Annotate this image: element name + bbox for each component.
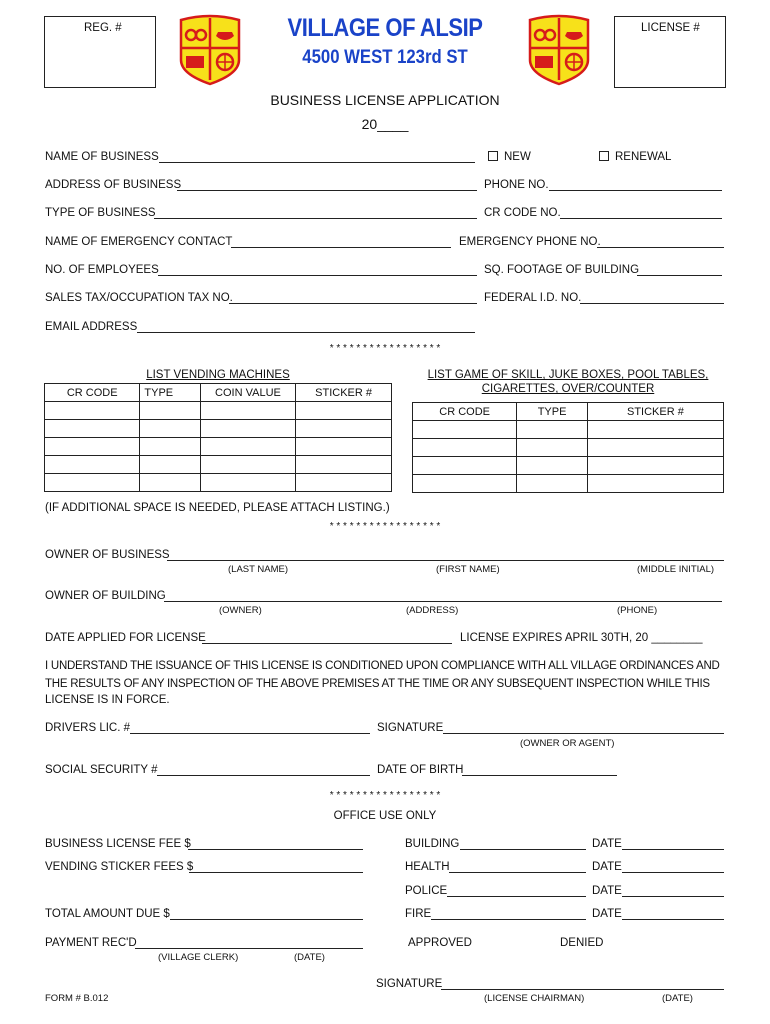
games-table xyxy=(412,402,724,493)
date-applied-label: DATE APPLIED FOR LICENSE xyxy=(45,632,206,644)
separator: * * * * * * * * * * * * * * * * * xyxy=(329,521,441,532)
payment-recd-field[interactable] xyxy=(135,948,363,949)
drivers-lic-field[interactable] xyxy=(130,733,370,734)
name-of-business-label: NAME OF BUSINESS xyxy=(45,151,159,163)
renewal-checkbox[interactable]: RENEWAL xyxy=(599,151,671,163)
village-address: 4500 WEST 123rd ST xyxy=(302,47,468,68)
fire-date-label: DATE xyxy=(592,908,622,920)
drivers-lic-label: DRIVERS LIC. # xyxy=(45,722,130,734)
emergency-phone-field[interactable] xyxy=(597,247,724,248)
chairman-signature-field[interactable] xyxy=(441,989,724,990)
type-of-business-label: TYPE OF BUSINESS xyxy=(45,207,156,219)
new-checkbox[interactable]: NEW xyxy=(488,151,531,163)
health-field[interactable] xyxy=(449,872,586,873)
table-row[interactable] xyxy=(45,402,392,420)
table-row[interactable] xyxy=(413,475,724,493)
emergency-contact-field[interactable] xyxy=(231,247,451,248)
last-name-caption: (LAST NAME) xyxy=(228,564,289,575)
first-name-caption: (FIRST NAME) xyxy=(436,564,500,575)
owner-or-agent-caption: (OWNER OR AGENT) xyxy=(520,738,615,749)
column-header: CR CODE xyxy=(413,403,517,421)
village-clerk-caption: (VILLAGE CLERK) xyxy=(158,952,239,963)
health-date-field[interactable] xyxy=(622,872,724,873)
column-header: TYPE xyxy=(517,403,588,421)
cr-code-no-field[interactable] xyxy=(560,218,722,219)
email-field[interactable] xyxy=(137,332,475,333)
police-field[interactable] xyxy=(447,896,586,897)
police-label: POLICE xyxy=(405,885,448,897)
column-header: TYPE xyxy=(140,384,200,402)
total-due-field[interactable] xyxy=(170,919,363,920)
police-date-label: DATE xyxy=(592,885,622,897)
table-header-row xyxy=(413,403,724,421)
license-expires-label: LICENSE EXPIRES APRIL 30TH, 20 ________ xyxy=(460,632,703,644)
date-caption: (DATE) xyxy=(294,952,325,963)
table-row[interactable] xyxy=(45,420,392,438)
chairman-date-caption: (DATE) xyxy=(662,993,693,1004)
reg-label: REG. # xyxy=(84,22,122,34)
type-of-business-field[interactable] xyxy=(154,218,477,219)
license-fee-field[interactable] xyxy=(188,849,363,850)
column-header: CR CODE xyxy=(45,384,140,402)
dob-field[interactable] xyxy=(462,775,617,776)
checkbox-icon[interactable] xyxy=(599,151,609,161)
building-label: BUILDING xyxy=(405,838,460,850)
ssn-label: SOCIAL SECURITY # xyxy=(45,764,158,776)
owner-of-business-label: OWNER OF BUSINESS xyxy=(45,549,170,561)
statement-line1: I UNDERSTAND THE ISSUANCE OF THIS LICENSE IS CONDITIONED UPON COMPLIANCE WITH ALL VILLAGE ORDINANCES AND xyxy=(45,660,720,672)
license-label: LICENSE # xyxy=(641,22,700,34)
emergency-phone-label: EMERGENCY PHONE NO. xyxy=(459,236,601,248)
table-row[interactable] xyxy=(45,456,392,474)
vending-title: LIST VENDING MACHINES xyxy=(146,369,290,381)
sales-tax-field[interactable] xyxy=(229,303,477,304)
column-header: STICKER # xyxy=(587,403,723,421)
sq-footage-field[interactable] xyxy=(637,275,722,276)
table-row[interactable] xyxy=(413,439,724,457)
ssn-field[interactable] xyxy=(157,775,370,776)
table-row[interactable] xyxy=(413,457,724,475)
total-due-label: TOTAL AMOUNT DUE $ xyxy=(45,908,170,920)
village-seal-icon xyxy=(524,14,594,86)
owner-of-building-field[interactable] xyxy=(164,601,722,602)
denied-label[interactable]: DENIED xyxy=(560,937,604,949)
approved-label[interactable]: APPROVED xyxy=(408,937,472,949)
office-use-title: OFFICE USE ONLY xyxy=(333,810,437,822)
address-caption: (ADDRESS) xyxy=(406,605,459,616)
fire-field[interactable] xyxy=(431,919,586,920)
address-of-business-label: ADDRESS OF BUSINESS xyxy=(45,179,182,191)
date-applied-field[interactable] xyxy=(202,643,452,644)
police-date-field[interactable] xyxy=(622,896,724,897)
additional-space-note: (IF ADDITIONAL SPACE IS NEEDED, PLEASE ATTACH LISTING.) xyxy=(45,502,390,514)
health-date-label: DATE xyxy=(592,861,622,873)
federal-id-label: FEDERAL I.D. NO. xyxy=(484,292,582,304)
phone-no-label: PHONE NO. xyxy=(484,179,549,191)
owner-caption: (OWNER) xyxy=(219,605,262,616)
no-employees-field[interactable] xyxy=(158,275,477,276)
checkbox-icon[interactable] xyxy=(488,151,498,161)
statement-line2: THE RESULTS OF ANY INSPECTION OF THE ABOVE PREMISES AT THE TIME OR ANY SUBSEQUENT INSPECTION WHILE THIS xyxy=(45,678,710,690)
village-title: VILLAGE OF ALSIP xyxy=(287,14,483,42)
separator: * * * * * * * * * * * * * * * * * xyxy=(329,790,441,801)
table-row[interactable] xyxy=(413,421,724,439)
payment-recd-label: PAYMENT REC'D xyxy=(45,937,137,949)
emergency-contact-label: NAME OF EMERGENCY CONTACT xyxy=(45,236,233,248)
owner-of-business-field[interactable] xyxy=(167,560,724,561)
village-seal-icon xyxy=(175,14,245,86)
separator: * * * * * * * * * * * * * * * * * xyxy=(329,343,441,354)
chairman-signature-label: SIGNATURE xyxy=(376,978,443,990)
signature-label: SIGNATURE xyxy=(377,722,444,734)
sticker-fees-label: VENDING STICKER FEES $ xyxy=(45,861,194,873)
vending-table xyxy=(44,383,392,492)
signature-field[interactable] xyxy=(443,733,724,734)
table-row[interactable] xyxy=(45,438,392,456)
phone-caption: (PHONE) xyxy=(617,605,658,616)
owner-of-building-label: OWNER OF BUILDING xyxy=(45,590,166,602)
name-of-business-field[interactable] xyxy=(159,162,475,163)
building-field[interactable] xyxy=(460,849,586,850)
license-fee-label: BUSINESS LICENSE FEE $ xyxy=(45,838,191,850)
address-of-business-field[interactable] xyxy=(177,190,477,191)
column-header: COIN VALUE xyxy=(200,384,295,402)
sticker-fees-field[interactable] xyxy=(189,872,363,873)
fire-label: FIRE xyxy=(405,908,432,920)
games-title-line1: LIST GAME OF SKILL, JUKE BOXES, POOL TABLES, xyxy=(427,369,709,381)
form-number: FORM # B.012 xyxy=(45,993,109,1004)
phone-no-field[interactable] xyxy=(549,190,722,191)
games-title-line2: CIGARETTES, OVER/COUNTER xyxy=(481,383,655,395)
email-label: EMAIL ADDRESS xyxy=(45,321,138,333)
statement-line3: LICENSE IS IN FORCE. xyxy=(45,694,170,706)
middle-initial-caption: (MIDDLE INITIAL) xyxy=(637,564,715,575)
sales-tax-label: SALES TAX/OCCUPATION TAX NO. xyxy=(45,292,233,304)
sq-footage-label: SQ. FOOTAGE OF BUILDING xyxy=(484,264,640,276)
no-employees-label: NO. OF EMPLOYEES xyxy=(45,264,159,276)
license-chairman-caption: (LICENSE CHAIRMAN) xyxy=(484,993,585,1004)
building-date-label: DATE xyxy=(592,838,622,850)
cr-code-no-label: CR CODE NO. xyxy=(484,207,561,219)
form-year: 20____ xyxy=(361,116,409,132)
column-header: STICKER # xyxy=(296,384,392,402)
table-header-row xyxy=(45,384,392,402)
fire-date-field[interactable] xyxy=(622,919,724,920)
table-row[interactable] xyxy=(45,474,392,492)
dob-label: DATE OF BIRTH xyxy=(377,764,464,776)
form-title: BUSINESS LICENSE APPLICATION xyxy=(270,92,500,108)
health-label: HEALTH xyxy=(405,861,450,873)
federal-id-field[interactable] xyxy=(580,303,724,304)
building-date-field[interactable] xyxy=(622,849,724,850)
